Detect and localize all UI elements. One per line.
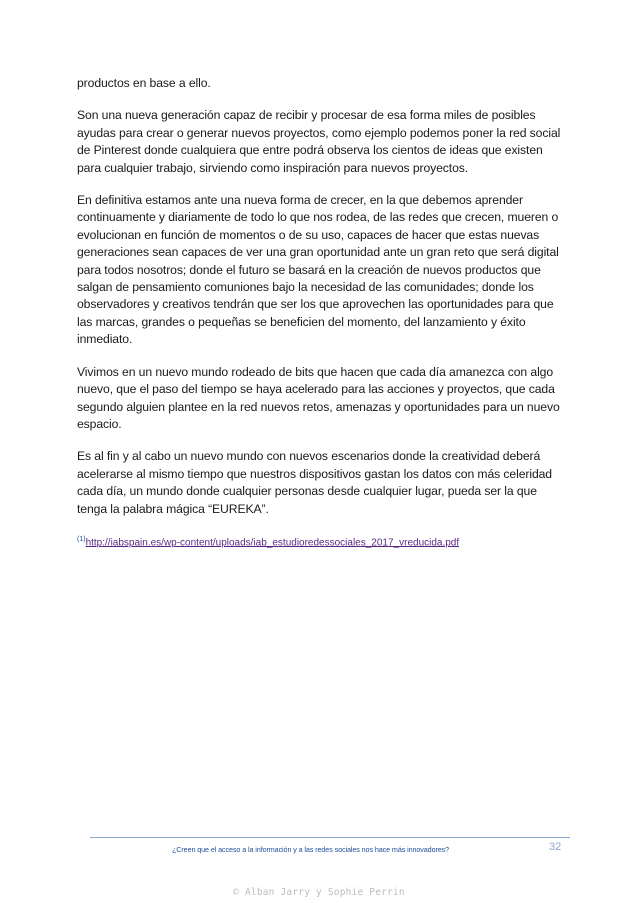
paragraph: productos en base a ello.: [77, 76, 211, 90]
copyright-watermark: © Alban Jarry y Sophie Perrin: [233, 887, 405, 898]
footer-divider: [90, 837, 570, 838]
footnote-marker: (1): [77, 535, 86, 543]
paragraph: En definitiva estamos ante una nueva forma de crecer, en la que debemos aprender continuamente y diariamente de todo lo que nos rodea, de las redes que crecen, mueren o evolucionan en función de momentos o de su uso, capaces de hacer que estas nuevas generaciones sean capaces de ver una gran oportunidad ante un gran reto que será digital para todos nosotros; donde el futuro se basará en la creación de nuevos productos que salgan de pensamiento comuniones bajo la necesidad de las comunidades; donde los observadores y creativos tendrán que ser los que aprovechen las oportunidades para que las marcas, grandes o pequeñas se beneficien del momento, del lanzamiento y éxito inmediato.: [77, 193, 559, 347]
paragraph: Son una nueva generación capaz de recibir y procesar de esa forma miles de posibles ayudas para crear o generar nuevos proyectos, como ejemplo podemos poner la red social de Pinterest donde cualquiera que entre podrá observa los cientos de ideas que existen para cualquier trabajo, sirviendo como inspiración para nuevos proyectos.: [77, 108, 561, 175]
footnote-link[interactable]: http://iabspain.es/wp-content/uploads/iab_estudioredessociales_2017_vreducida.pdf: [85, 537, 460, 549]
footnote: [77, 533, 567, 550]
page-number: 32: [549, 841, 562, 853]
footer-running-title: ¿Creen que el acceso a la información y a las redes sociales nos hace más innovadores?: [172, 845, 450, 854]
paragraph: Es al fin y al cabo un nuevo mundo con nuevos escenarios donde la creatividad deberá acelerarse al mismo tiempo que nuestros dispositivos gastan los datos con más celeridad cada día, un mundo donde cualquier personas desde cualquier lugar, pueda ser la que tenga la palabra mágica “EUREKA”.: [77, 449, 552, 516]
paragraph: Vivimos en un nuevo mundo rodeado de bits que hacen que cada día amanezca con algo nuevo, que el paso del tiempo se haya acelerado para las acciones y proyectos, que cada segundo alguien plantee en la red nuevos retos, amenazas y oportunidades para un nuevo espacio.: [77, 364, 560, 431]
page-body: [77, 75, 567, 550]
